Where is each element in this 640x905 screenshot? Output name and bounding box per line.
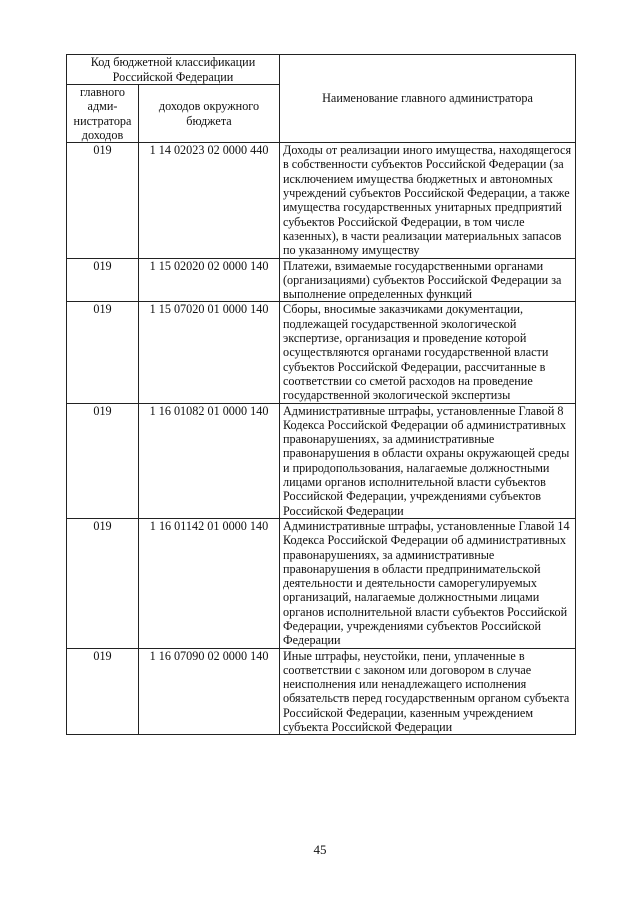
table-row — [67, 518, 576, 648]
table-row — [67, 403, 576, 518]
admin-code-cell: 019 — [67, 143, 139, 258]
income-code-cell: 1 16 01142 01 0000 140 — [139, 518, 280, 648]
admin-name-cell: Административные штрафы, установленные Главой 8 Кодекса Российской Федерации об административных правонарушениях, за административные правонарушения в области охраны окружающей среды и природопользования, налагаемые должностными лицами органов исполнительной власти субъектов Российской Федерации, учреждениями субъектов Российской Федерации — [280, 403, 576, 518]
admin-name-cell: Доходы от реализации иного имущества, находящегося в собственности субъектов Российской Федерации (за исключением имущества бюджетных и автономных учреждений субъектов Российской Федерации, а также имущества государственных унитарных предприятий субъектов Российской Федерации, в том числе казенных), в части реализации материальных запасов по указанному имуществу — [280, 143, 576, 258]
admin-name-cell: Иные штрафы, неустойки, пени, уплаченные в соответствии с законом или договором в случае неисполнения или ненадлежащего исполнения обязательств перед государственным органом субъекта Российской Федерации, казенным учреждением субъекта Российской Федерации — [280, 648, 576, 735]
income-code-cell: 1 14 02023 02 0000 440 — [139, 143, 280, 258]
admin-name-cell: Сборы, вносимые заказчиками документации, подлежащей государственной экологической экспертизе, организация и проведение которой осуществляются органами государственной власти субъектов Российской Федерации, рассчитанные в соответствии со сметой расходов на проведение государственной экологической экспертизы — [280, 302, 576, 403]
table-row — [67, 648, 576, 735]
table-body — [67, 143, 576, 735]
page-number: 45 — [313, 842, 327, 857]
admin-code-cell: 019 — [67, 648, 139, 735]
budget-classification-table — [66, 54, 576, 735]
admin-code-cell: 019 — [67, 258, 139, 302]
income-code-cell: 1 15 02020 02 0000 140 — [139, 258, 280, 302]
table-row — [67, 258, 576, 302]
table-row — [67, 143, 576, 258]
admin-name-cell: Административные штрафы, установленные Главой 14 Кодекса Российской Федерации об административных правонарушениях, за административные правонарушения в области предпринимательской деятельности и деятельности саморегулируемых организаций, налагаемые должностными лицами органов исполнительной власти субъектов Российской Федерации, учреждениями субъектов Российской Федерации — [280, 518, 576, 648]
income-code-cell: 1 16 07090 02 0000 140 — [139, 648, 280, 735]
admin-code-cell: 019 — [67, 403, 139, 518]
income-code-cell: 1 15 07020 01 0000 140 — [139, 302, 280, 403]
admin-name-cell: Платежи, взимаемые государственными органами (организациями) субъектов Российской Федерации за выполнение определенных функций — [280, 258, 576, 302]
header-group-title: Код бюджетной классификации Российской Федерации — [67, 55, 280, 85]
table-header-row — [67, 55, 576, 85]
header-admin-name: Наименование главного администратора — [280, 55, 576, 143]
admin-code-cell: 019 — [67, 518, 139, 648]
income-code-cell: 1 16 01082 01 0000 140 — [139, 403, 280, 518]
header-admin-code: главного адми-нистратора доходов — [67, 85, 139, 143]
admin-code-cell: 019 — [67, 302, 139, 403]
header-income-code: доходов окружного бюджета — [139, 85, 280, 143]
table-row — [67, 302, 576, 403]
